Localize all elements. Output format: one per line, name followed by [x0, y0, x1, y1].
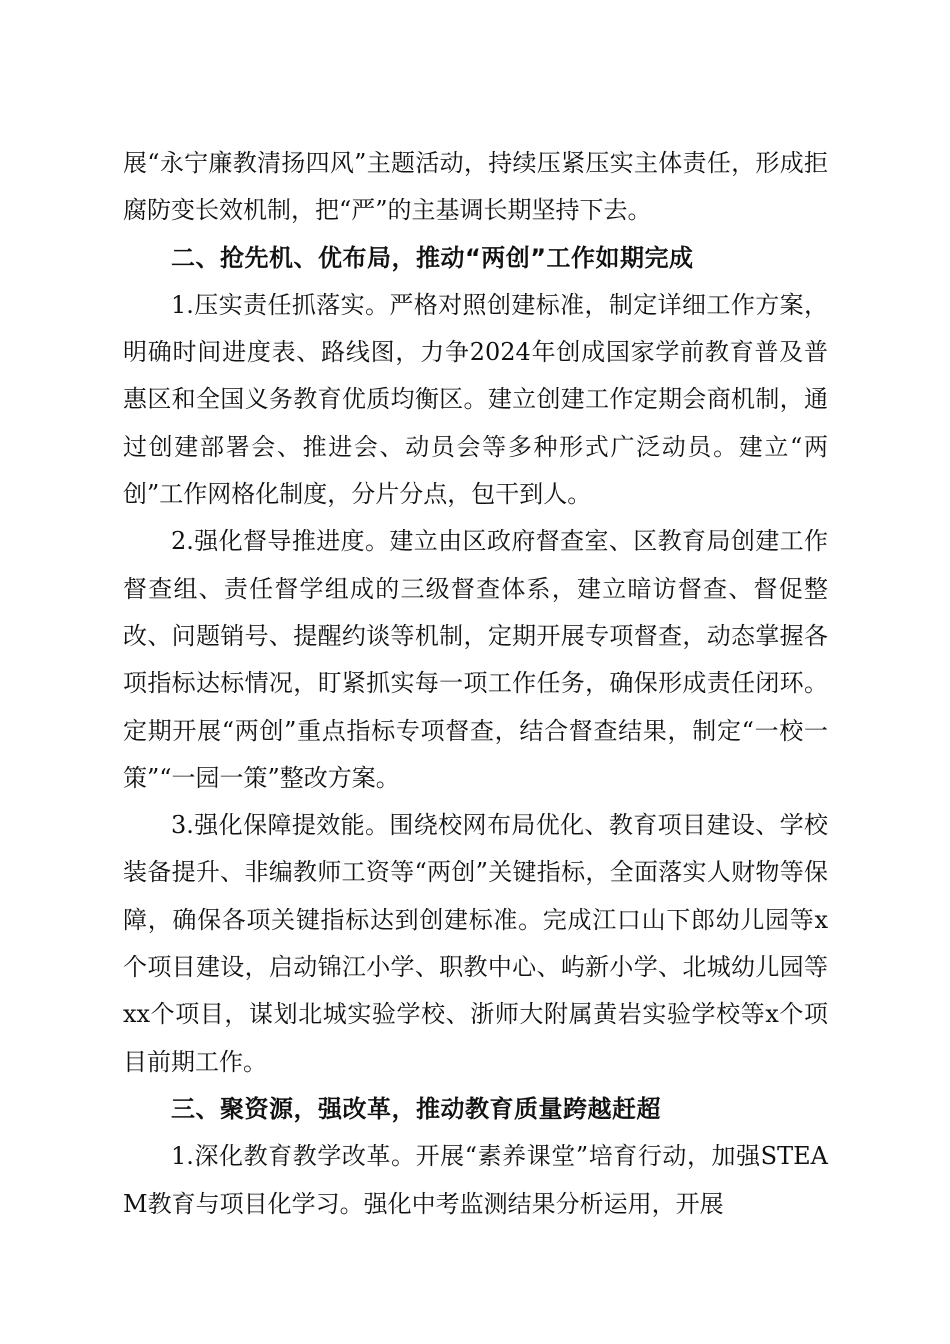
paragraph-2-3-guarantee: 3.强化保障提效能。围绕校网布局优化、教育项目建设、学校装备提升、非编教师工资等“两创”关键指标，全面落实人财物等保障，确保各项关键指标达到创建标准。完成江口山下郎幼儿园等x个项目建设，启动锦江小学、职教中心、屿新小学、北城幼儿园等xx个项目，谋划北城实验学校、浙师大附属黄岩实验学校等x个项目前期工作。 — [123, 811, 828, 1076]
paragraph-2-1-responsibility: 1.压实责任抓落实。严格对照创建标准，制定详细工作方案，明确时间进度表、路线图，力争2024年创成国家学前教育普及普惠区和全国义务教育优质均衡区。建立创建工作定期会商机制，通过创建部署会、推进会、动员会等多种形式广泛动员。建立“两创”工作网格化制度，分片分点，包干到人。 — [123, 290, 828, 509]
section-heading-two: 二、抢先机、优布局，推动“两创”工作如期完成 — [171, 243, 694, 272]
paragraph-intro-continuation: 展“永宁廉教清扬四风”主题活动，持续压紧压实主体责任，形成拒腐防变长效机制，把“严”的主基调长期坚持下去。 — [123, 149, 828, 225]
paragraph-2-2-supervision: 2.强化督导推进度。建立由区政府督查室、区教育局创建工作督查组、责任督学组成的三级督查体系，建立暗访督查、督促整改、问题销号、提醒约谈等机制，定期开展专项督查，动态掌握各项指标达标情况，盯紧抓实每一项工作任务，确保形成责任闭环。定期开展“两创”重点指标专项督查，结合督查结果，制定“一校一策”“一园一策”整改方案。 — [123, 527, 828, 792]
document-body — [123, 140, 828, 1228]
paragraph-3-1-teaching-reform: 1.深化教育教学改革。开展“素养课堂”培育行动，加强STEAM教育与项目化学习。强化中考监测结果分析运用，开展 — [123, 1142, 828, 1218]
section-heading-three: 三、聚资源，强改革，推动教育质量跨越赶超 — [171, 1094, 661, 1123]
